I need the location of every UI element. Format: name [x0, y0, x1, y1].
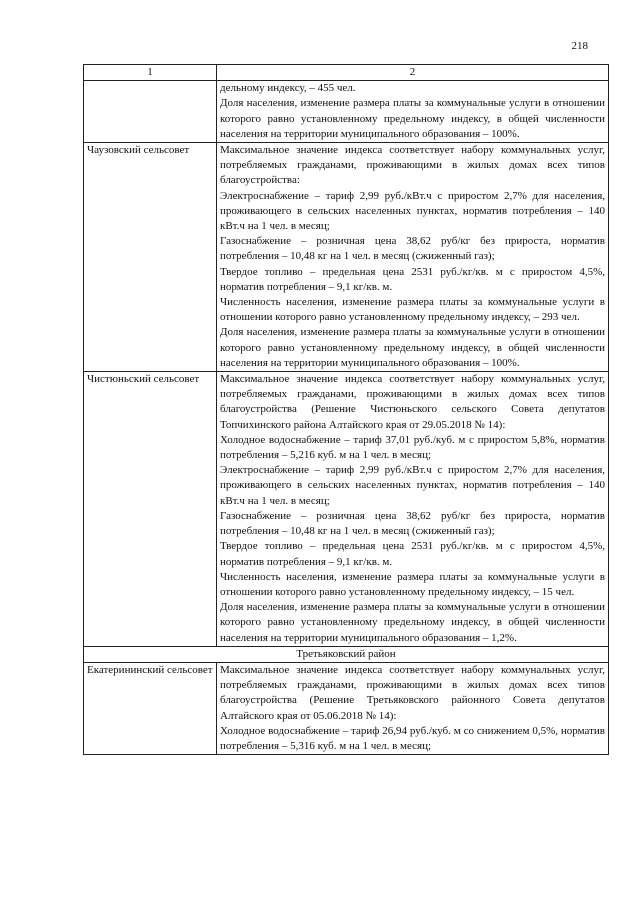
paragraph: дельному индексу, – 455 чел. [220, 82, 356, 95]
paragraph: Холодное водоснабжение – тариф 26,94 руб./куб. м со снижением 0,5%, норматив потребления – 5,316 куб. м на 1 чел. в месяц; [220, 724, 605, 752]
table-row [84, 81, 609, 143]
paragraph: Максимальное значение индекса соответствует набору коммунальных услуг, потребляемых гражданами, проживающими в жилых домах всех типов благоустройства (Решение Чистюньского сельского Совета депутатов Топчихинского района Алтайского края от 29.05.2018 № 14): [220, 373, 605, 431]
table-row [84, 662, 609, 754]
paragraph: Доля населения, изменение размера платы за коммунальные услуги в отношении которого равно установленному предельному индексу, в общей численности населения на территории муниципального образования – 100%. [220, 97, 605, 140]
paragraph: Электроснабжение – тариф 2,99 руб./кВт.ч с приростом 2,7% для населения, проживающего в сельских населенных пунктах, норматив потребления – 140 кВт.ч на 1 чел. в месяц; [220, 464, 605, 507]
paragraph: Максимальное значение индекса соответствует набору коммунальных услуг, потребляемых гражданами, проживающими в жилых домах всех типов благоустройства: [220, 144, 605, 187]
tariff-table [83, 64, 609, 755]
table-row [84, 372, 609, 647]
municipality-name: Чистюньский сельсовет [84, 372, 217, 647]
paragraph: Газоснабжение – розничная цена 38,62 руб/кг без прироста, норматив потребления – 10,48 кг на 1 чел. в месяц (сжиженный газ); [220, 509, 605, 538]
paragraph: Холодное водоснабжение – тариф 37,01 руб./куб. м с приростом 5,8%, норматив потребления – 5,216 куб. м на 1 чел. в месяц; [220, 433, 605, 462]
paragraph: Газоснабжение – розничная цена 38,62 руб/кг без прироста, норматив потребления – 10,48 кг на 1 чел. в месяц (сжиженный газ); [220, 235, 605, 263]
section-row [84, 646, 609, 662]
municipality-name: Екатерининский сельсовет [84, 662, 217, 754]
header-col-1: 1 [84, 65, 217, 81]
row-description [217, 81, 609, 143]
row-description [217, 662, 609, 754]
row-description [217, 143, 609, 372]
paragraph: Твердое топливо – предельная цена 2531 руб./кг/кв. м с приростом 4,5%, норматив потребления – 9,1 кг/кв. м. [220, 540, 605, 568]
header-col-2: 2 [217, 65, 609, 81]
paragraph: Твердое топливо – предельная цена 2531 руб./кг/кв. м с приростом 4,5%, норматив потребления – 9,1 кг/кв. м. [220, 265, 605, 293]
table-row [84, 143, 609, 372]
paragraph: Максимальное значение индекса соответствует набору коммунальных услуг, потребляемых гражданами, проживающими в жилых домах всех типов благоустройства (Решение Третьяковского районного Совета депутатов Алтайского края от 05.06.2018 № 14): [220, 663, 605, 722]
row-description [217, 372, 609, 647]
municipality-name: Чаузовский сельсовет [84, 143, 217, 372]
table-header-row [84, 65, 609, 81]
page-number: 218 [571, 40, 588, 52]
paragraph: Доля населения, изменение размера платы за коммунальные услуги в отношении которого равно установленному предельному индексу, в общей численности населения на территории муниципального образования – 1,2%. [220, 601, 605, 644]
paragraph: Электроснабжение – тариф 2,99 руб./кВт.ч с приростом 2,7% для населения, проживающего в сельских населенных пунктах, норматив потребления – 140 кВт.ч на 1 чел. в месяц; [220, 189, 605, 233]
paragraph: Численность населения, изменение размера платы за коммунальные услуги в отношении которого равно установленному предельному индексу, – 15 чел. [220, 570, 605, 598]
section-title: Третьяковский район [84, 646, 609, 662]
paragraph: Численность населения, изменение размера платы за коммунальные услуги в отношении которого равно установленному предельному индексу, – 293 чел. [220, 296, 605, 324]
municipality-name [84, 81, 217, 143]
paragraph: Доля населения, изменение размера платы за коммунальные услуги в отношении которого равно установленному предельному индексу, в общей численности населения на территории муниципального образования – 100%. [220, 326, 605, 369]
